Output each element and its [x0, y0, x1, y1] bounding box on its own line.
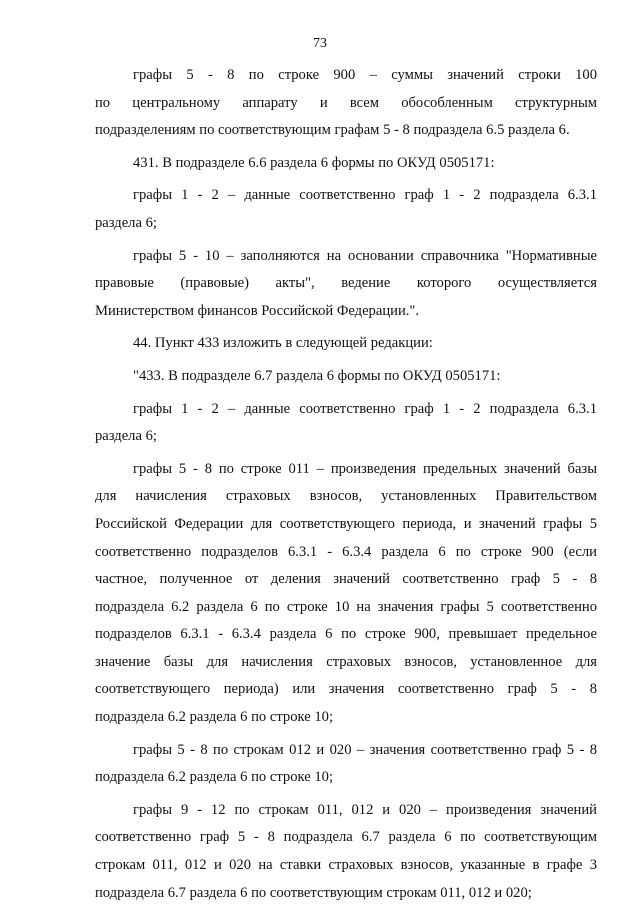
paragraph-line: графы 1 - 2 – данные соответственно граф 1 - 2 подраздела 6.3.1 — [133, 187, 597, 204]
paragraph-line: подраздела 6.2 раздела 6 по строке 10; — [95, 709, 334, 726]
paragraph-line: подразделениям по соответствующим графам 5 - 8 подраздела 6.5 раздела 6. — [95, 122, 570, 139]
paragraph-line: графы 5 - 10 – заполняются на основании справочника "Нормативные — [133, 247, 597, 264]
paragraph-line: 44. Пункт 433 изложить в следующей редакции: — [133, 335, 433, 352]
paragraph-line: подраздела 6.2 раздела 6 по строке 10 на значения графы 5 соответственно — [95, 598, 597, 615]
paragraph-line: значение базы для начисления страховых взносов, установленное для — [95, 653, 597, 670]
paragraph-line: соответственно граф 5 - 8 подраздела 6.7 раздела 6 по соответствующим — [95, 829, 597, 846]
paragraph-line: "433. В подразделе 6.7 раздела 6 формы по ОКУД 0505171: — [133, 367, 501, 384]
paragraph-line: соответствующего периода) или значения соответственно граф 5 - 8 — [95, 681, 597, 698]
paragraph-line: правовые (правовые) акты", ведение которого осуществляется — [95, 275, 597, 292]
paragraph-line: графы 1 - 2 – данные соответственно граф 1 - 2 подраздела 6.3.1 — [133, 400, 597, 417]
paragraph-line: раздела 6; — [95, 428, 157, 445]
paragraph-line: подразделов 6.3.1 - 6.3.4 раздела 6 по строке 900, превышает предельное — [95, 626, 597, 643]
paragraph-line: Российской Федерации для соответствующего периода, и значений графы 5 — [95, 515, 597, 532]
paragraph-line: для начисления страховых взносов, установленных Правительством — [95, 488, 597, 505]
paragraph-line: строкам 011, 012 и 020 на ставки страховых взносов, указанные в графе 3 — [95, 857, 597, 874]
paragraph-line: графы 9 - 12 по строкам 011, 012 и 020 – произведения значений — [133, 801, 597, 818]
paragraph-line: подраздела 6.7 раздела 6 по соответствующим строкам 011, 012 и 020; — [95, 884, 532, 901]
paragraph-line: по центральному аппарату и всем обособленным структурным — [95, 94, 597, 111]
paragraph-line: частное, полученное от деления значений соответственно граф 5 - 8 — [95, 571, 597, 588]
document-body — [95, 62, 597, 907]
paragraph-line: Министерством финансов Российской Федерации.". — [95, 302, 420, 319]
paragraph-line: подраздела 6.2 раздела 6 по строке 10; — [95, 769, 334, 786]
paragraph-line: графы 5 - 8 по строкам 012 и 020 – значения соответственно граф 5 - 8 — [133, 741, 597, 758]
paragraph-line: графы 5 - 8 по строке 900 – суммы значений строки 100 — [133, 67, 597, 83]
paragraph-line: соответственно подразделов 6.3.1 - 6.3.4 раздела 6 по строке 900 (если — [95, 543, 597, 560]
paragraph-line: графы 5 - 8 по строке 011 – произведения предельных значений базы — [133, 460, 597, 477]
paragraph-line: 431. В подразделе 6.6 раздела 6 формы по ОКУД 0505171: — [133, 154, 495, 171]
paragraph-line: раздела 6; — [95, 214, 157, 231]
page-number: 73 — [313, 36, 327, 51]
